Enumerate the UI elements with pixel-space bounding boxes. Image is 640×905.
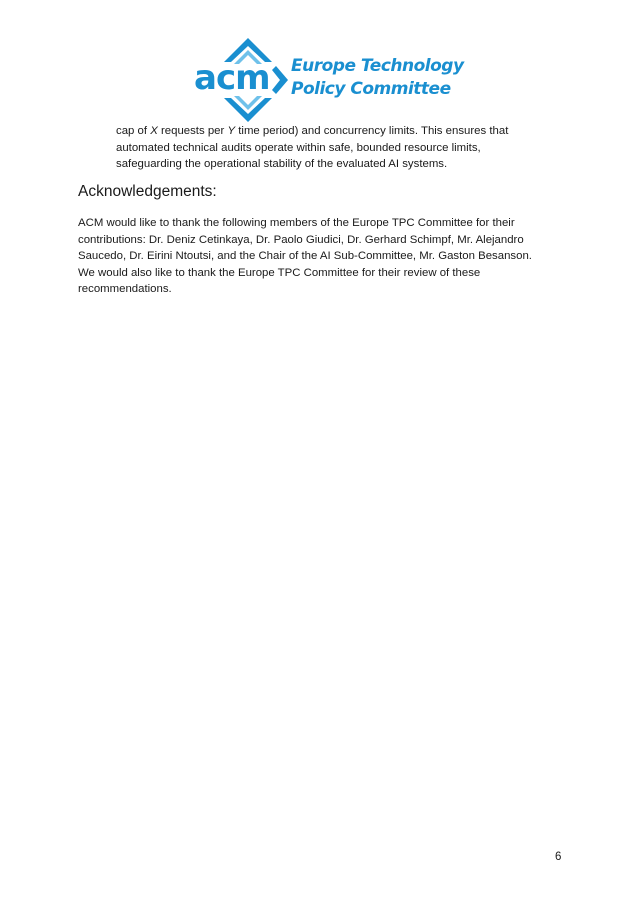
logo-line-policy-committee: Policy Committee [291, 79, 451, 99]
continuation-line-2: automated technical audits operate within safe, bounded resource limits, [116, 141, 481, 154]
page-number: 6 [555, 851, 562, 863]
ack-line-2: contributions: Dr. Deniz Cetinkaya, Dr. Paolo Giudici, Dr. Gerhard Schimpf, Mr. Alejandro [78, 233, 524, 246]
logo-line-europe-technology: Europe Technology [291, 56, 464, 76]
acknowledgements-paragraph [78, 215, 568, 298]
ack-line-3: Saucedo, Dr. Eirini Ntoutsi, and the Chair of the AI Sub-Committee, Mr. Gaston Besanson. [78, 250, 532, 262]
ack-line-4: We would also like to thank the Europe TPC Committee for their review of these [78, 266, 481, 279]
acm-wordmark: acm [194, 58, 270, 98]
acm-europe-tpc-logo [192, 36, 464, 124]
ack-line-5: recommendations. [78, 283, 172, 295]
ack-line-1: ACM would like to thank the following members of the Europe TPC Committee for their [78, 217, 515, 229]
continuation-paragraph [116, 123, 546, 173]
variable-y: Y [227, 125, 236, 137]
continuation-line-3: safeguarding the operational stability of the evaluated AI systems. [116, 158, 448, 170]
acknowledgements-heading: Acknowledgements: [78, 183, 217, 200]
variable-x: X [150, 125, 158, 137]
continuation-line-1: cap of X requests per Y time period) and concurrency limits. This ensures that [116, 125, 509, 137]
